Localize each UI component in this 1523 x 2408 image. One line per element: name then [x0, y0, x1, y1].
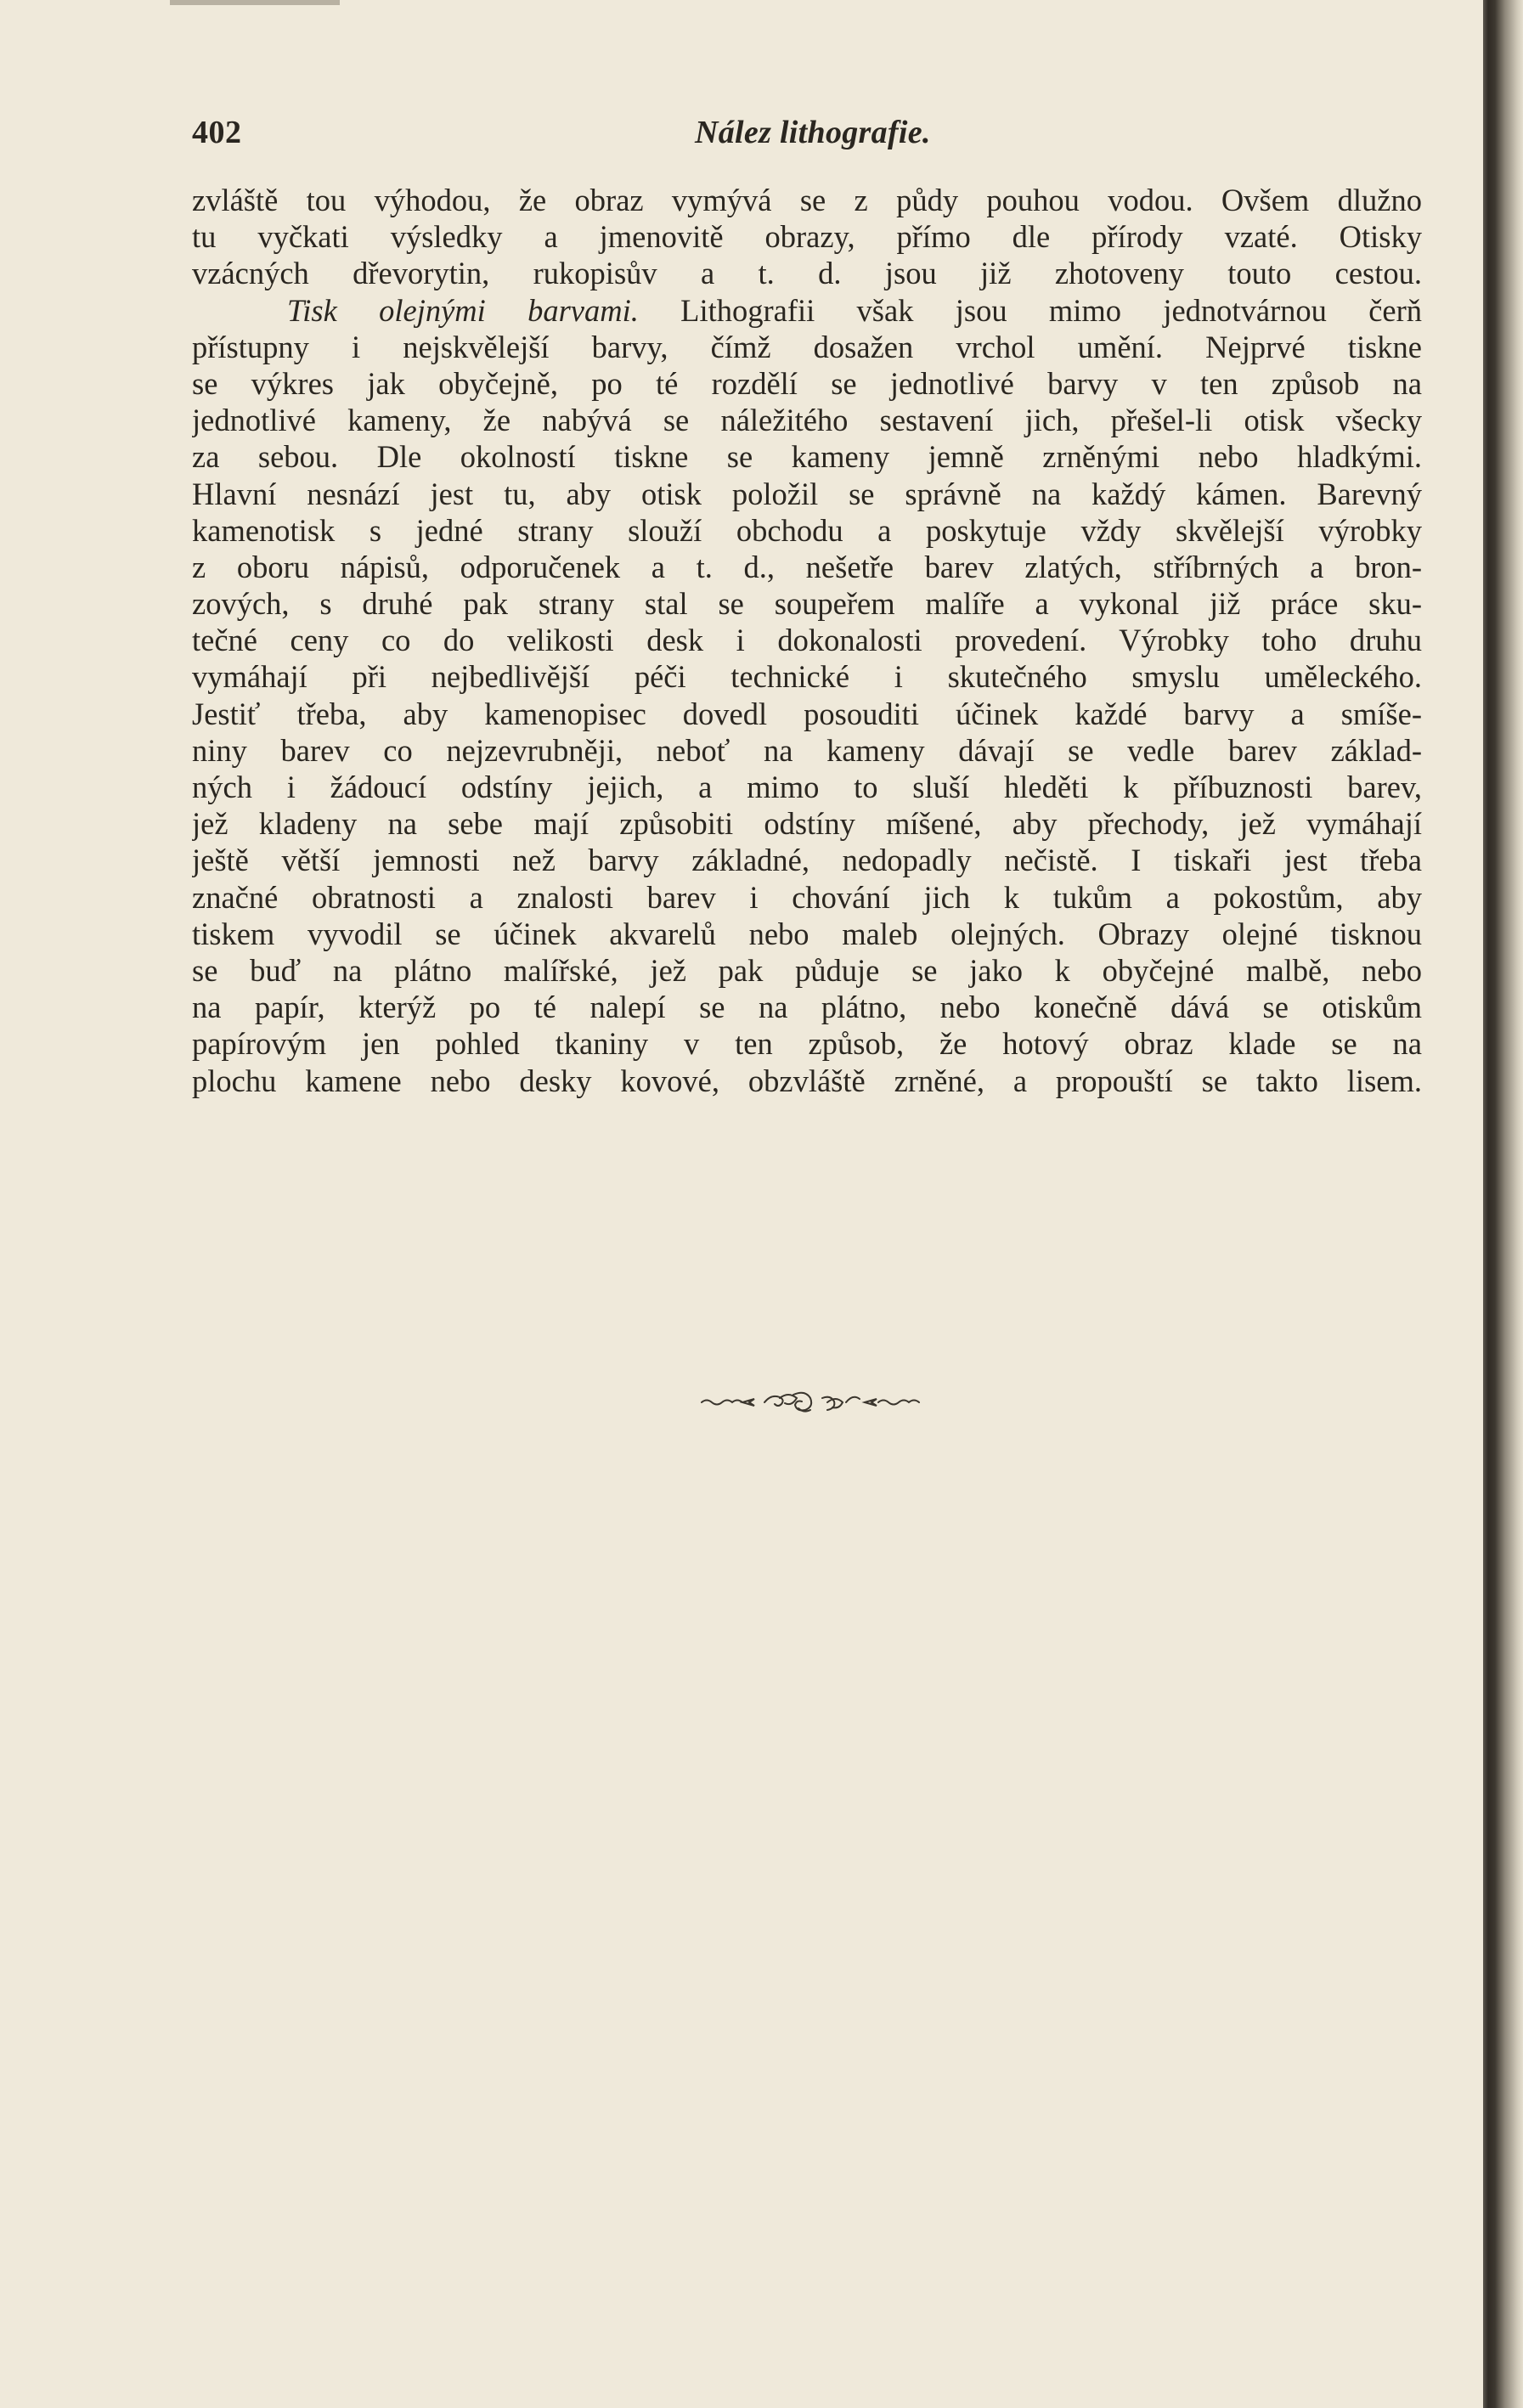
text-line: niny barev co nejzevrubněji, neboť na kameny dávají se vedle barev základ-: [192, 732, 1422, 768]
text-line-section-start: [192, 292, 1422, 329]
text-line: zvláště tou výhodou, že obraz vymývá se z půdy pouhou vodou. Ovšem dlužno: [192, 183, 1422, 217]
text-line: kamenotisk s jedné strany slouží obchodu a poskytuje vždy skvělejší výrobky: [192, 512, 1422, 548]
text-line: na papír, kterýž po té nalepí se na plátno, nebo konečně dává se otiskům: [192, 990, 1422, 1025]
text-line: papírovým jen pohled tkaniny v ten způsob, že hotový obraz klade se na: [192, 1026, 1422, 1062]
book-binding-gutter: [1483, 0, 1523, 2408]
text-line: vzácných dřevorytin, rukopisův a t. d. jsou již zhotoveny touto cestou.: [192, 256, 1422, 291]
text-line: ještě větší jemnosti než barvy základné, nedopadly nečistě. I tiskaři jest třeba: [192, 843, 1422, 878]
text-line-rest: Lithografii však jsou mimo jednotvárnou čerň: [638, 292, 1422, 328]
text-line: plochu kamene nebo desky kovové, obzvláště zrněné, a propouští se takto lisem.: [192, 1063, 1422, 1098]
page-header: [192, 114, 1425, 153]
text-line: Hlavní nesnází jest tu, aby otisk položil se správně na každý kámen. Barevný: [192, 476, 1422, 511]
text-line: vymáhají při nejbedlivější péči technické i skutečného smyslu uměleckého.: [192, 659, 1422, 695]
page-top-edge-mark: [170, 0, 340, 5]
body-text: [192, 182, 1422, 1099]
text-line: tu vyčkati výsledky a jmenovitě obrazy, přímo dle přírody vzaté. Otisky: [192, 219, 1422, 255]
text-line: přístupny i nejskvělejší barvy, čímž dosažen vrchol umění. Nejprvé tiskne: [192, 329, 1422, 364]
text-line: tečné ceny co do velikosti desk i dokonalosti provedení. Výrobky toho druhu: [192, 623, 1422, 658]
page-number: 402: [192, 115, 242, 150]
text-line: Jestiť třeba, aby kamenopisec dovedl posouditi účinek každé barvy a smíše-: [192, 696, 1422, 731]
running-title: Nález lithografie.: [695, 115, 931, 150]
text-line: tiskem vyvodil se účinek akvarelů nebo maleb olejných. Obrazy olejné tisknou: [192, 916, 1422, 951]
text-line: jednotlivé kameny, že nabývá se náležitého sestavení jich, přešel-li otisk všecky: [192, 403, 1422, 438]
text-line: za sebou. Dle okolností tiskne se kameny jemně zrněnými nebo hladkými.: [192, 439, 1422, 475]
text-line: z oboru nápisů, odporučenek a t. d., nešetře barev zlatých, stříbrných a bron-: [192, 549, 1422, 584]
text-line: značné obratnosti a znalosti barev i chování jich k tukům a pokostům, aby: [192, 879, 1422, 915]
text-line: se výkres jak obyčejně, po té rozdělí se jednotlivé barvy v ten způsob na: [192, 365, 1422, 401]
text-line: se buď na plátno malířské, jež pak půduje se jako k obyčejné malbě, nebo: [192, 952, 1422, 988]
text-line: zových, s druhé pak strany stal se soupeřem malíře a vykonal již práce sku-: [192, 586, 1422, 622]
text-line: ných i žádoucí odstíny jejich, a mimo to sluší hleděti k příbuznosti barev,: [192, 770, 1422, 804]
fleuron-ornament-icon: [698, 1388, 922, 1417]
section-heading-italic: Tisk olejnými barvami.: [287, 292, 639, 328]
text-line: jež kladeny na sebe mají způsobiti odstíny míšené, aby přechody, jež vymáhají: [192, 806, 1422, 842]
